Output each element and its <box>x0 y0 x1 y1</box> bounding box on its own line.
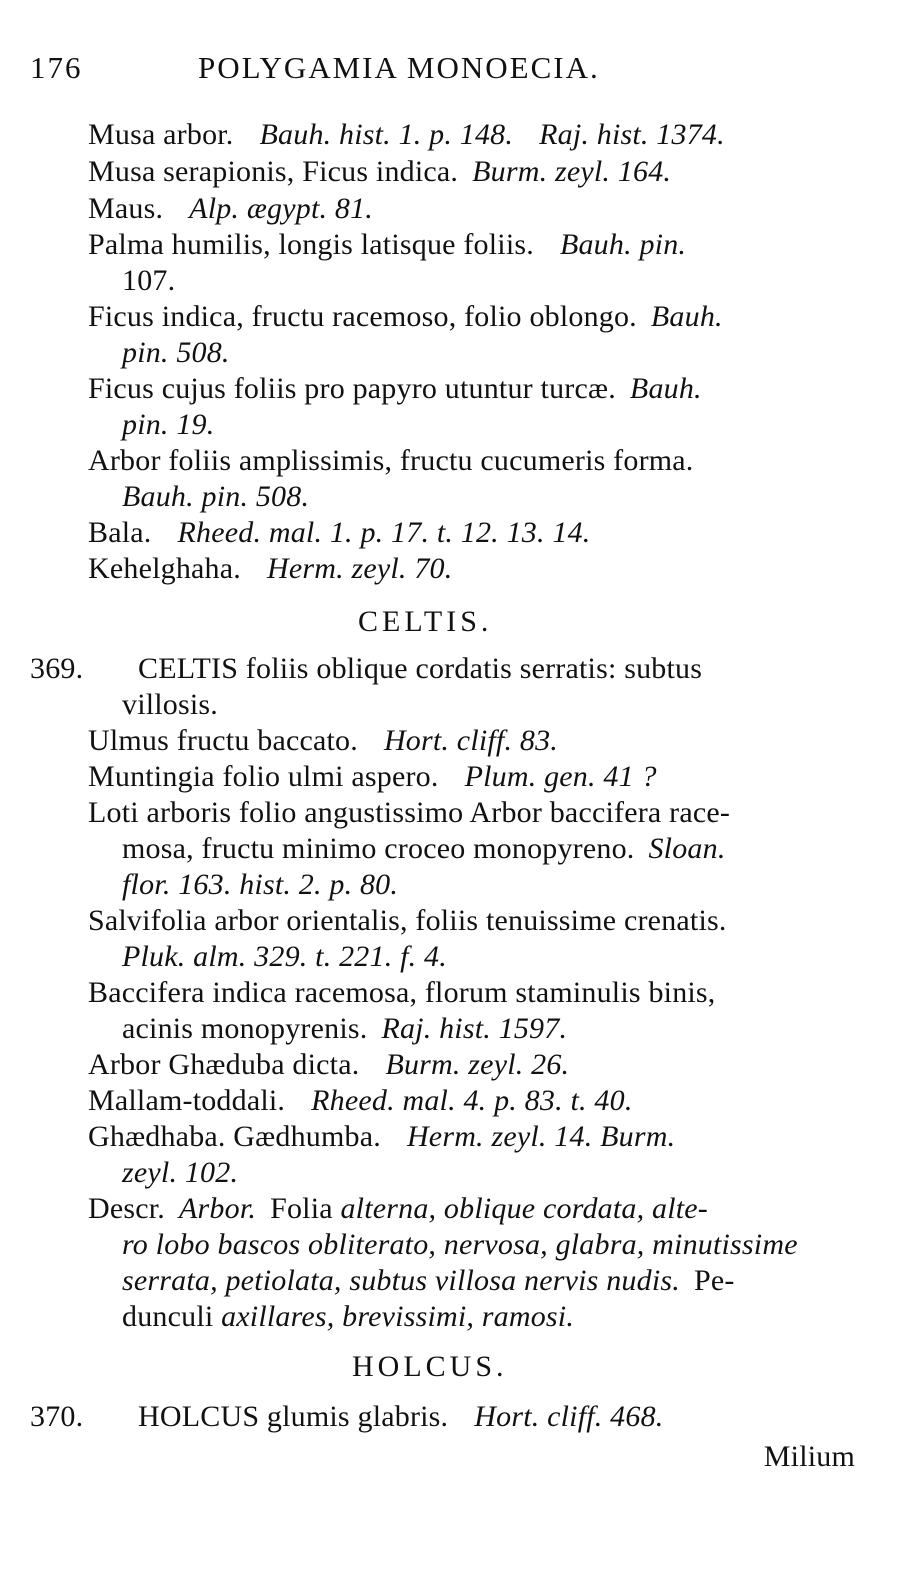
entry-line: pin. 19. <box>122 408 215 441</box>
entry-line: Salvifolia arbor orientalis, foliis tenuissime crenatis. <box>88 904 727 937</box>
entry-line: Bala. Rheed. mal. 1. p. 17. t. 12. 13. 14. <box>88 516 591 549</box>
entry-line: Ulmus fructu baccato. Hort. cliff. 83. <box>88 724 558 757</box>
entry-line: Ficus indica, fructu racemoso, folio oblongo. Bauh. <box>88 300 723 333</box>
page-number: 176 <box>30 50 83 85</box>
entry-line: 107. <box>122 264 176 297</box>
entry-line: Muntingia folio ulmi aspero. Plum. gen. 41 ? <box>88 760 657 793</box>
running-title: POLYGAMIA MONOECIA. <box>198 50 600 85</box>
entry-line: Arbor Ghæduba dicta. Burm. zeyl. 26. <box>88 1048 570 1081</box>
entry-line: CELTIS foliis oblique cordatis serratis: subtus <box>138 652 703 685</box>
entry-line: Musa arbor. Bauh. hist. 1. p. 148. Raj. hist. 1374. <box>88 118 725 151</box>
entry-line: Kehelghaha. Herm. zeyl. 70. <box>88 552 453 585</box>
description-line: Descr. Arbor. Folia alterna, oblique cordata, alte- <box>88 1192 708 1225</box>
entry-line: HOLCUS glumis glabris. Hort. cliff. 468. <box>138 1400 664 1433</box>
entry-line: Ficus cujus foliis pro papyro utuntur turcæ. Bauh. <box>88 372 702 405</box>
entry-line: mosa, fructu minimo croceo monopyreno. Sloan. <box>122 832 726 865</box>
entry-line: Baccifera indica racemosa, florum staminulis binis, <box>88 976 716 1009</box>
entry-line: Mallam-toddali. Rheed. mal. 4. p. 83. t. 40. <box>88 1084 633 1117</box>
entry-number: 369. <box>30 652 84 685</box>
description-line: dunculi axillares, brevissimi, ramosi. <box>122 1300 575 1333</box>
section-heading-holcus: HOLCUS. <box>352 1350 508 1383</box>
entry-line: Musa serapionis, Ficus indica. Burm. zeyl. 164. <box>88 155 672 188</box>
entry-line: zeyl. 102. <box>122 1156 239 1189</box>
entry-line: Arbor foliis amplissimis, fructu cucumeris forma. <box>88 444 694 477</box>
entry-line: pin. 508. <box>122 336 230 369</box>
entry-line: Pluk. alm. 329. t. 221. f. 4. <box>122 940 447 973</box>
entry-line: Loti arboris folio angustissimo Arbor baccifera race- <box>88 796 731 829</box>
entry-line: Palma humilis, longis latisque foliis. Bauh. pin. <box>88 228 687 261</box>
entry-line: Ghædhaba. Gædhumba. Herm. zeyl. 14. Burm. <box>88 1120 676 1153</box>
entry-line: flor. 163. hist. 2. p. 80. <box>122 868 399 901</box>
section-heading-celtis: CELTIS. <box>358 605 493 638</box>
entry-number: 370. <box>30 1400 84 1433</box>
entry-line: Bauh. pin. 508. <box>122 480 310 513</box>
entry-line: acinis monopyrenis. Raj. hist. 1597. <box>122 1012 568 1045</box>
description-line: ro lobo bascos obliterato, nervosa, glabra, minutissime <box>122 1228 798 1261</box>
description-line: serrata, petiolata, subtus villosa nervis nudis. Pe- <box>122 1264 735 1297</box>
entry-line: Maus. Alp. ægypt. 81. <box>88 192 373 225</box>
catchword: Milium <box>763 1440 855 1473</box>
entry-line: villosis. <box>122 688 218 721</box>
